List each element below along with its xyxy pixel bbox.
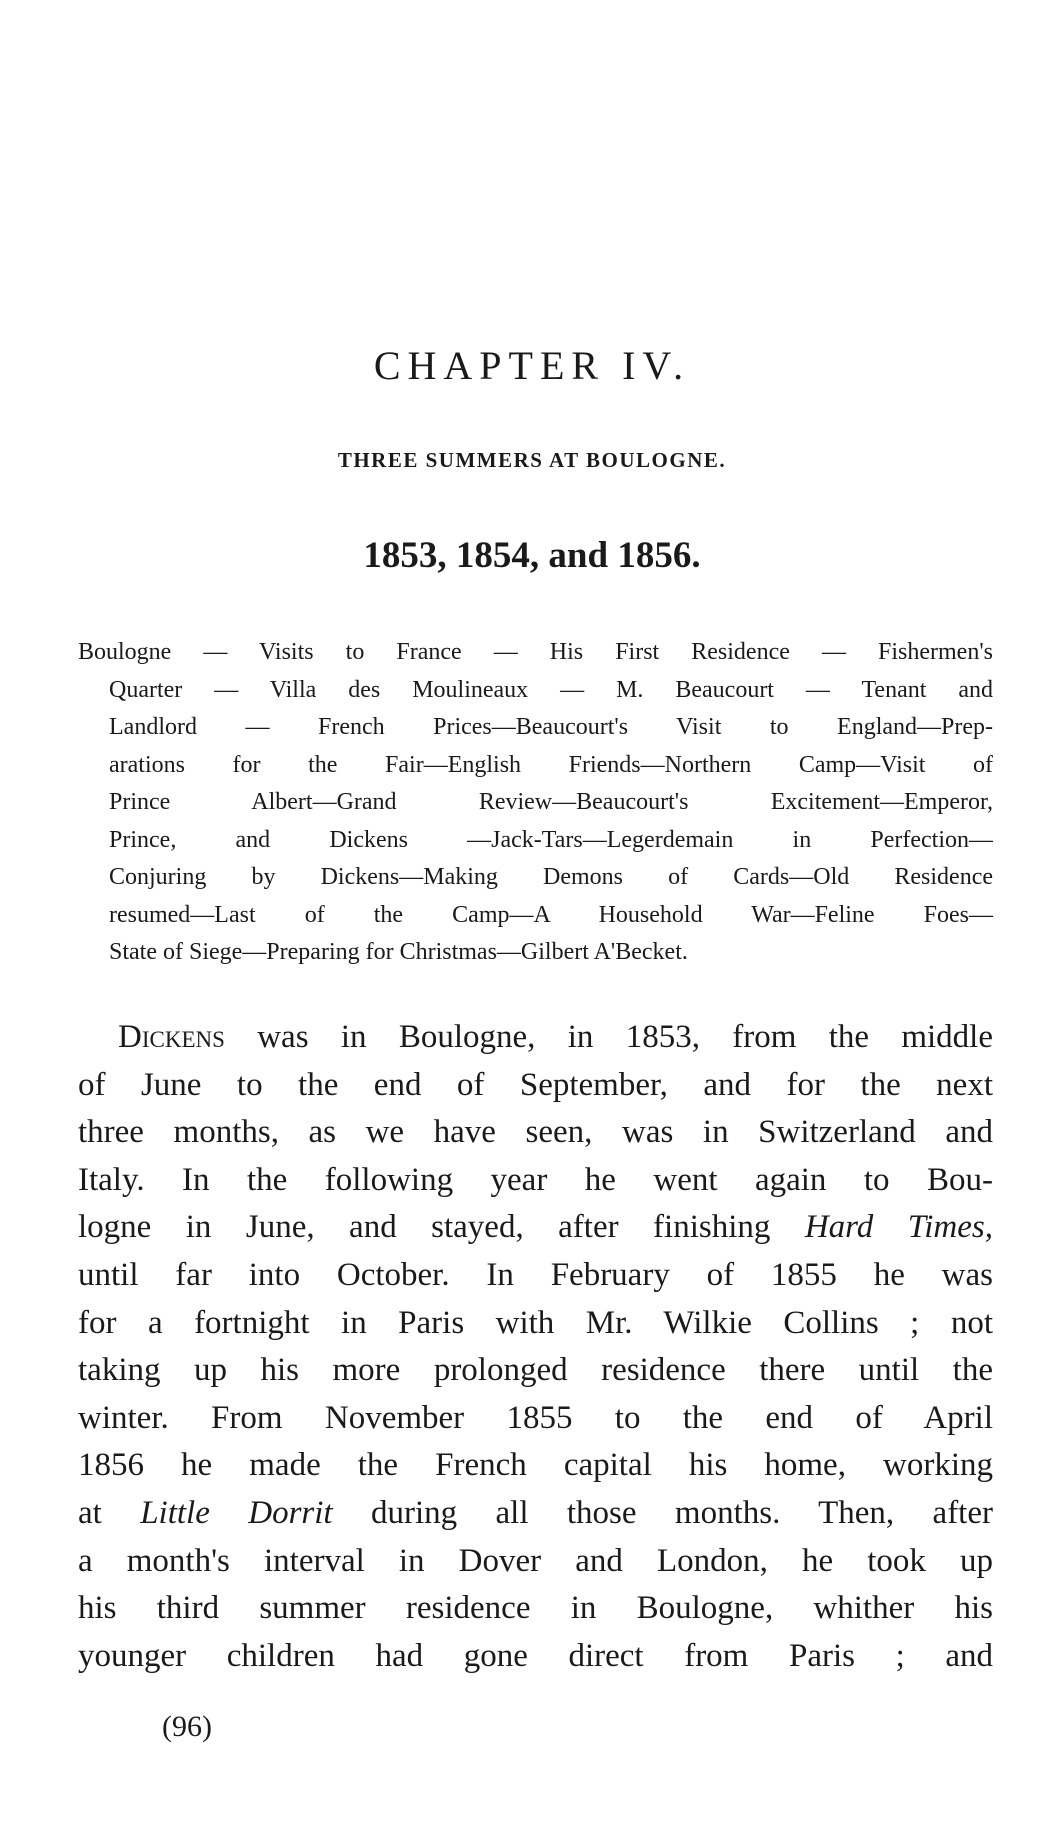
body-line: Italy. In the following year he went again to Bou- xyxy=(78,1161,993,1198)
body-line-text: logne in June, and stayed, after finishing xyxy=(78,1209,771,1246)
body-line xyxy=(78,1204,993,1252)
synopsis-line: resumed—Last of the Camp—A Household War—Feline Foes— xyxy=(109,901,993,928)
body-line: his third summer residence in Boulogne, whither his xyxy=(78,1590,993,1627)
synopsis-line: State of Siege—Preparing for Christmas—Gilbert A'Becket. xyxy=(109,939,688,965)
chapter-title: CHAPTER IV. xyxy=(373,343,691,388)
body-line xyxy=(78,1014,993,1062)
body-line: until far into October. In February of 1855 he was xyxy=(78,1256,993,1293)
title-little-dorrit: Little Dorrit xyxy=(140,1494,333,1531)
body-line: 1856 he made the French capital his home, working xyxy=(78,1447,993,1484)
body-line: three months, as we have seen, was in Switzerland and xyxy=(78,1114,993,1151)
body-line xyxy=(78,1490,993,1538)
body-line: taking up his more prolonged residence there until the xyxy=(78,1352,993,1389)
synopsis-line: Prince, and Dickens —Jack-Tars—Legerdemain in Perfection— xyxy=(109,826,993,853)
body-line-text: was in Boulogne, in 1853, from the middle xyxy=(257,1019,993,1055)
page-number: (96) xyxy=(162,1710,212,1743)
title-hard-times: Hard Times, xyxy=(804,1209,993,1246)
chapter-synopsis xyxy=(78,634,993,972)
dickens-small-caps: Dickens xyxy=(118,1019,225,1055)
synopsis-line: Conjuring by Dickens—Making Demons of Cards—Old Residence xyxy=(109,864,993,890)
body-line: of June to the end of September, and for the next xyxy=(78,1066,993,1103)
synopsis-line: Quarter — Villa des Moulineaux — M. Beaucourt — Tenant and xyxy=(109,676,993,703)
body-line: for a fortnight in Paris with Mr. Wilkie Collins ; not xyxy=(78,1304,993,1341)
body-line-text: at xyxy=(78,1494,102,1531)
chapter-subtitle: THREE SUMMERS AT BOULOGNE. xyxy=(337,448,727,472)
synopsis-line: Landlord — French Prices—Beaucourt's Visit to England—Prep- xyxy=(109,714,993,740)
synopsis-line: Boulogne — Visits to France — His First Residence — Fishermen's xyxy=(78,639,993,665)
body-line: a month's interval in Dover and London, he took up xyxy=(78,1542,993,1579)
body-line: younger children had gone direct from Paris ; and xyxy=(78,1637,993,1674)
body-line: winter. From November 1855 to the end of April xyxy=(78,1399,993,1436)
body-line-text: during all those months. Then, after xyxy=(370,1494,993,1531)
body-paragraph xyxy=(78,1014,993,1680)
chapter-years: 1853, 1854, and 1856. xyxy=(363,535,701,576)
synopsis-line: Prince Albert—Grand Review—Beaucourt's Excitement—Emperor, xyxy=(109,789,993,815)
synopsis-line: arations for the Fair—English Friends—Northern Camp—Visit of xyxy=(109,751,993,778)
